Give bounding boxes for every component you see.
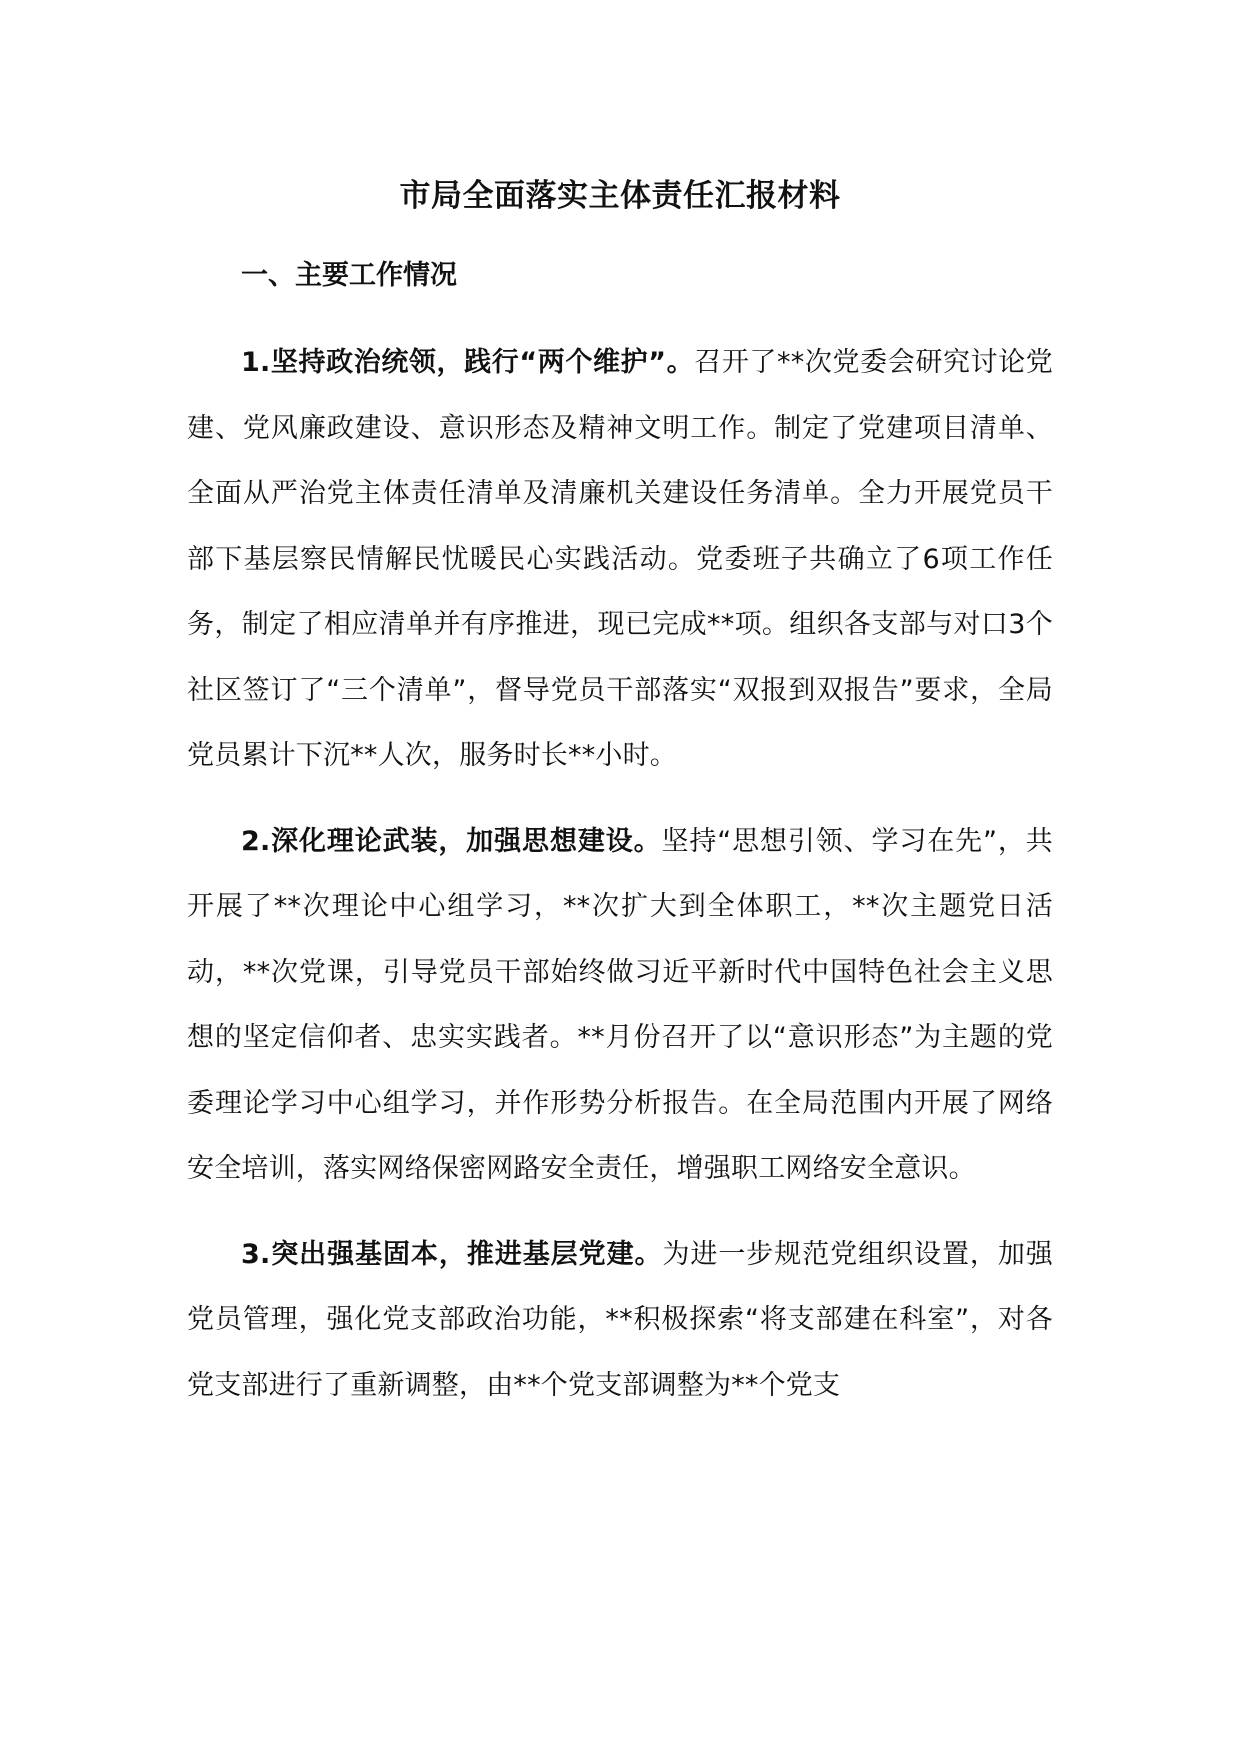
- paragraph-3: [187, 1222, 1053, 1419]
- paragraph-3-body: 为进一步规范党组织设置，加强党员管理，强化党支部政治功能，**积极探索“将支部建在科室”，对各党支部进行了重新调整，由**个党支部调整为**个党支: [187, 1238, 1053, 1401]
- paragraph-2-body: 坚持“思想引领、学习在先”，共开展了**次理论中心组学习，**次扩大到全体职工，**次主题党日活动，**次党课，引导党员干部始终做习近平新时代中国特色社会主义思想的坚定信仰者、忠实实践者。**月份召开了以“意识形态”为主题的党委理论学习中心组学习，并作形势分析报告。在全局范围内开展了网络安全培训，落实网络保密网路安全责任，增强职工网络安全意识。: [187, 825, 1053, 1184]
- paragraph-1-body: 召开了**次党委会研究讨论党建、党风廉政建设、意识形态及精神文明工作。制定了党建项目清单、全面从严治党主体责任清单及清廉机关建设任务清单。全力开展党员干部下基层察民情解民忧暖民心实践活动。党委班子共确立了6项工作任务，制定了相应清单并有序推进，现已完成**项。组织各支部与对口3个社区签订了“三个清单”，督导党员干部落实“双报到双报告”要求，全局党员累计下沉**人次，服务时长**小时。: [187, 347, 1053, 771]
- paragraph-2: [187, 809, 1053, 1202]
- section-heading: 一、主要工作情况: [241, 260, 457, 291]
- document-title: 市局全面落实主体责任汇报材料: [399, 178, 841, 214]
- paragraph-1-lead: 1.坚持政治统领，践行“两个维护”。: [241, 347, 695, 378]
- paragraph-2-lead: 2.深化理论武装，加强思想建设。: [241, 825, 662, 857]
- paragraph-3-lead: 3.突出强基固本，推进基层党建。: [241, 1238, 663, 1270]
- document-body: [187, 168, 1053, 1438]
- paragraph-1: [187, 330, 1053, 789]
